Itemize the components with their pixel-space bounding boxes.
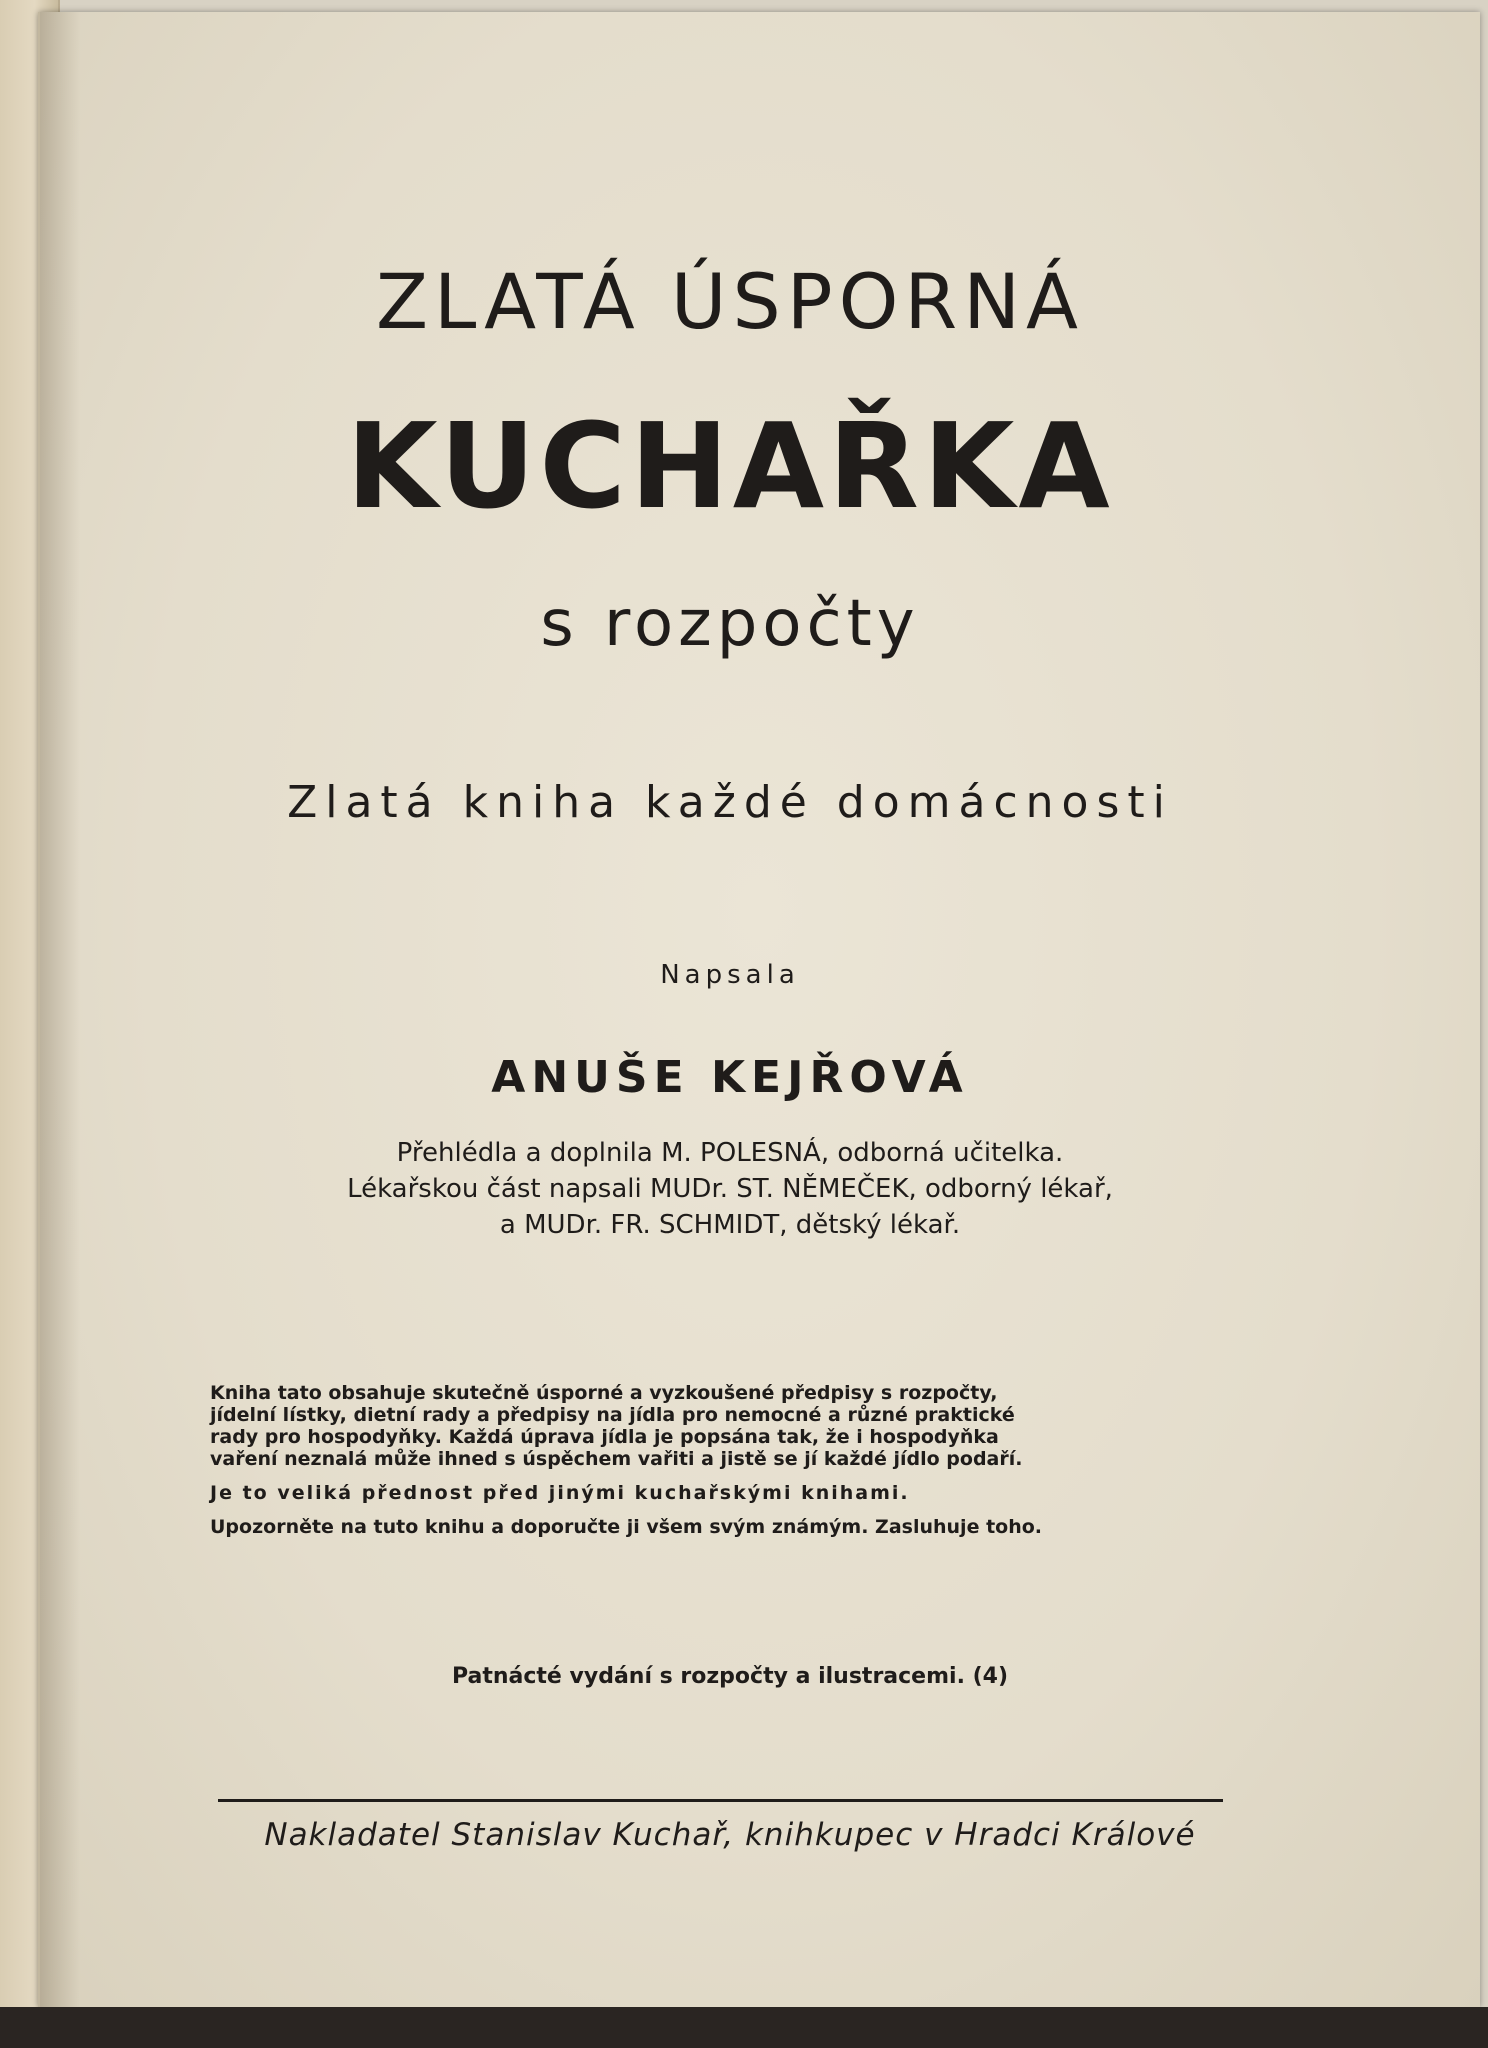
title-line-3: s rozpočty xyxy=(540,587,920,661)
recommend-line: Upozorněte na tuto knihu a doporučte ji všem svým známým. Zasluhuje toho. xyxy=(210,1516,1043,1538)
description-line: jídelní lístky, dietní rady a předpisy na jídla pro nemocné a různé praktické xyxy=(210,1404,1015,1426)
spacer xyxy=(210,1504,1240,1516)
reviser-line: a MUDr. FR. SCHMIDT, dětský lékař. xyxy=(499,1210,961,1240)
title-page xyxy=(38,12,1480,2007)
reviser-line: Lékařskou část napsali MUDr. ST. NĚMEČEK, odborný lékař, xyxy=(347,1174,1113,1204)
bottom-shadow xyxy=(0,2007,1488,2048)
emphasis-line: Je to veliká přednost před jinými kuchařskými knihami. xyxy=(210,1482,910,1504)
title-line-2: KUCHAŘKA xyxy=(346,397,1114,535)
divider-rule xyxy=(218,1799,1223,1802)
title-line-1: ZLATÁ ÚSPORNÁ xyxy=(375,257,1085,346)
subtitle: Zlatá kniha každé domácnosti xyxy=(287,777,1173,828)
description-line: rady pro hospodyňky. Každá úprava jídla je popsána tak, že i hospodyňka xyxy=(210,1426,999,1448)
description-block xyxy=(210,1382,1240,1538)
edition-note: Patnácté vydání s rozpočty a ilustracemi. (4) xyxy=(451,1664,1009,1689)
description-line: Kniha tato obsahuje skutečně úsporné a vyzkoušené předpisy s rozpočty, xyxy=(210,1382,998,1404)
publisher-line: Nakladatel Stanislav Kuchař, knihkupec v Hradci Králové xyxy=(264,1817,1196,1853)
by-label: Napsala xyxy=(660,960,800,990)
author-name: ANUŠE KEJŘOVÁ xyxy=(491,1052,969,1103)
spacer xyxy=(210,1470,1240,1482)
revisers-block xyxy=(10,1135,1450,1243)
description-line: vaření neznalá může ihned s úspěchem vařiti a jistě se jí každé jídlo podaří. xyxy=(210,1448,1023,1470)
reviser-line: Přehlédla a doplnila M. POLESNÁ, odborná učitelka. xyxy=(396,1138,1064,1168)
